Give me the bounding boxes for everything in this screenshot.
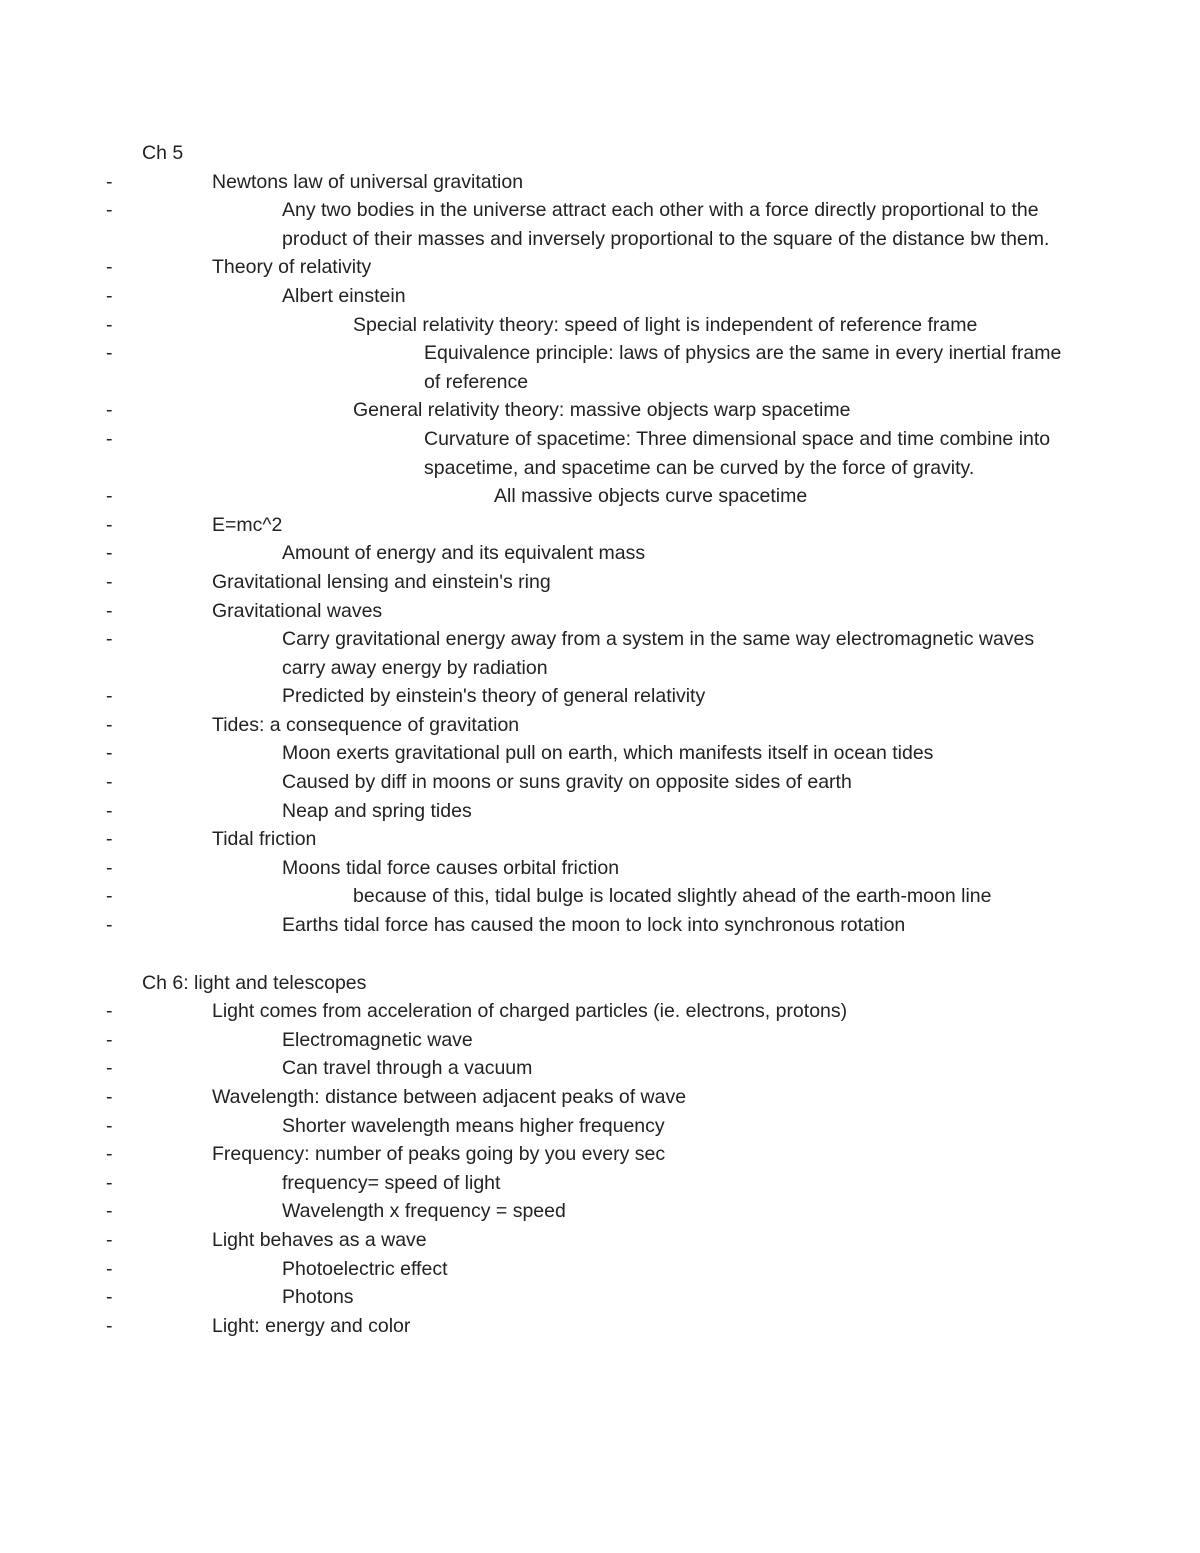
list-item — [142, 253, 1082, 282]
list-item — [142, 854, 1082, 883]
list-item — [142, 339, 1082, 396]
list-item-text: - Frequency: number of peaks going by you every sec — [212, 1143, 666, 1166]
list-item-text: - Tidal friction — [212, 828, 317, 851]
list-item — [142, 825, 1082, 854]
list-item — [142, 1226, 1082, 1255]
document-content — [142, 139, 1082, 1340]
list-item-text: - General relativity theory: massive objects warp spacetime — [353, 399, 851, 422]
list-item-text: - Special relativity theory: speed of light is independent of reference frame — [353, 313, 978, 336]
list-item-text: - Equivalence principle: laws of physics are the same in every inertial frame of reference — [424, 342, 1062, 393]
list-item — [142, 797, 1082, 826]
list-item-text: - Wavelength: distance between adjacent peaks of wave — [212, 1086, 687, 1108]
bullet-list — [142, 997, 1082, 1340]
list-item — [142, 1283, 1082, 1312]
list-item — [142, 597, 1082, 626]
list-item — [142, 168, 1082, 197]
list-item — [142, 396, 1082, 425]
list-item-text: - Light behaves as a wave — [212, 1228, 427, 1251]
list-item-text: - Carry gravitational energy away from a system in the same way electromagnetic waves carry away energy by radiation — [282, 628, 1035, 679]
list-item-text: - Light comes from acceleration of charged particles (ie. electrons, protons) — [212, 1000, 848, 1023]
list-item — [142, 625, 1082, 682]
list-item-text: - Electromagnetic wave — [282, 1028, 473, 1051]
list-item — [142, 1312, 1082, 1341]
list-item-text: - Newtons law of universal gravitation — [212, 170, 524, 193]
list-item — [142, 682, 1082, 711]
list-item-text: - Photons — [282, 1286, 354, 1309]
list-item-text: - Albert einstein — [282, 284, 406, 307]
list-item-text: - E=mc^2 — [212, 513, 283, 536]
list-item-text: - Can travel through a vacuum — [282, 1057, 533, 1080]
list-item — [142, 1197, 1082, 1226]
section-1 — [142, 139, 1082, 940]
list-item-text: - Shorter wavelength means higher frequency — [282, 1114, 665, 1137]
list-item — [142, 911, 1082, 940]
list-item-text: - Earths tidal force has caused the moon to lock into synchronous rotation — [282, 914, 906, 937]
list-item-text: - Gravitational lensing and einstein's ring — [212, 570, 551, 593]
list-item — [142, 1255, 1082, 1284]
list-item — [142, 739, 1082, 768]
list-item-text: - Photoelectric effect — [282, 1257, 448, 1280]
list-item — [142, 568, 1082, 597]
list-item — [142, 311, 1082, 340]
list-item-text: - Curvature of spacetime: Three dimensional space and time combine into spacetime, and spacetime can be curved by the force of gravity. — [424, 427, 1051, 479]
list-item — [142, 282, 1082, 311]
list-item — [142, 1112, 1082, 1141]
list-item-text: - Moons tidal force causes orbital friction — [282, 856, 620, 879]
list-item-text: - because of this, tidal bulge is located slightly ahead of the earth-moon line — [353, 885, 992, 908]
list-item-text: - Caused by diff in moons or suns gravity on opposite sides of earth — [282, 771, 852, 794]
list-item — [142, 1083, 1082, 1112]
section-heading: Ch 5 — [142, 142, 184, 164]
list-item-text: - Any two bodies in the universe attract each other with a force directly proportional to the product of their masses and inversely proportional to the square of the distance bw them. — [282, 199, 1050, 250]
list-item-text: - Tides: a consequence of gravitation — [212, 713, 520, 736]
list-item — [142, 997, 1082, 1026]
bullet-list — [142, 168, 1082, 940]
list-item — [142, 425, 1082, 482]
list-item-text: - frequency= speed of light — [282, 1171, 501, 1194]
list-item-text: - Light: energy and color — [212, 1314, 411, 1337]
list-item — [142, 1054, 1082, 1083]
list-item — [142, 539, 1082, 568]
list-item-text: - Neap and spring tides — [282, 799, 472, 822]
list-item — [142, 711, 1082, 740]
list-item — [142, 196, 1082, 253]
list-item-text: - All massive objects curve spacetime — [494, 485, 808, 508]
section-heading: Ch 6: light and telescopes — [142, 971, 367, 994]
list-item — [142, 768, 1082, 797]
list-item-text: - Theory of relativity — [212, 256, 372, 279]
list-item — [142, 1140, 1082, 1169]
list-item — [142, 1026, 1082, 1055]
list-item — [142, 511, 1082, 540]
list-item-text: - Amount of energy and its equivalent mass — [282, 542, 646, 565]
list-item-text: - Gravitational waves — [212, 599, 383, 622]
list-item — [142, 882, 1082, 911]
list-item — [142, 1169, 1082, 1198]
section-2 — [142, 969, 1082, 1341]
list-item — [142, 482, 1082, 511]
list-item-text: - Predicted by einstein's theory of general relativity — [282, 685, 706, 708]
list-item-text: - Moon exerts gravitational pull on earth, which manifests itself in ocean tides — [282, 742, 934, 765]
list-item-text: - Wavelength x frequency = speed — [282, 1200, 566, 1223]
